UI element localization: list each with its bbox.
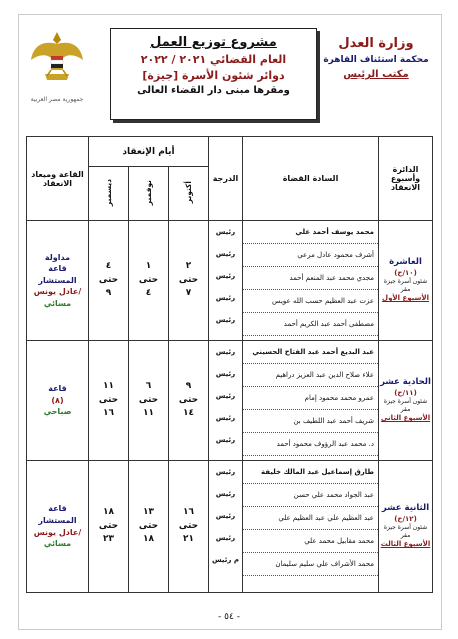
judge-degree: رئيس bbox=[215, 294, 236, 302]
judge-name: محمد مقابيل محمد علي bbox=[243, 530, 378, 553]
header-circuit: الدائرة وأسبوع الانعقاد bbox=[379, 137, 433, 221]
circuit-name: العاشرة bbox=[389, 257, 422, 268]
judge-name: طارق إسماعيل عبد المالك خليفة bbox=[243, 461, 378, 484]
judge-degree: رئيس bbox=[215, 228, 236, 236]
document-title: مشروع توزيع العمل bbox=[150, 35, 277, 50]
judge-degree: رئيس bbox=[215, 348, 236, 356]
judge-name: محمد يوسف أحمد علي bbox=[243, 221, 378, 244]
circuit-cell bbox=[379, 461, 433, 593]
degree-cell bbox=[209, 221, 243, 341]
degree-cell bbox=[209, 461, 243, 593]
days-december: ٤ حتى ٩ bbox=[89, 221, 129, 341]
days-december: ١٨ حتى ٢٣ bbox=[89, 461, 129, 593]
judge-name: أشرف محمود عادل مرعي bbox=[243, 244, 378, 267]
judge-name: د. محمد عبد الرؤوف محمود أحمد bbox=[243, 433, 378, 456]
circuit-name: الحادية عشر bbox=[380, 377, 431, 388]
judges-cell bbox=[243, 341, 379, 461]
table-row bbox=[27, 461, 433, 593]
emblem-caption: جمهورية مصر العربية bbox=[30, 96, 84, 103]
judge-degree: رئيس bbox=[215, 512, 236, 520]
table-row bbox=[27, 341, 433, 461]
judge-degree: رئيس bbox=[215, 490, 236, 498]
judge-degree: رئيس bbox=[215, 370, 236, 378]
circuit-sub: شئون أسرة جيزة bbox=[383, 278, 428, 286]
eagle-emblem bbox=[22, 26, 92, 106]
days-november: ٦ حتى ١١ bbox=[129, 341, 169, 461]
venue-cell: قاعة (٨) صباحي bbox=[27, 341, 89, 461]
judge-name: محمد الأشراف علي سليم سليمان bbox=[243, 553, 378, 576]
judge-degree: رئيس bbox=[215, 316, 236, 324]
ministry-header bbox=[320, 36, 432, 80]
title-box bbox=[110, 28, 317, 120]
judge-name: عبد الجواد محمد علي حسن bbox=[243, 484, 378, 507]
days-november: ١ حتى ٤ bbox=[129, 221, 169, 341]
circuit-cell bbox=[379, 341, 433, 461]
eagle-emblem-icon bbox=[27, 26, 87, 92]
circuit-sub2: مقر bbox=[400, 286, 411, 294]
judge-degree: رئيس bbox=[215, 534, 236, 542]
page-number: - ٥٤ - bbox=[218, 612, 240, 622]
circuit-sub2: مقر bbox=[400, 532, 411, 540]
venue-cell: قاعة المستشار /عادل يونس مسائي bbox=[27, 461, 89, 593]
days-october: ٢ حتى ٧ bbox=[169, 221, 209, 341]
department-name: دوائر شئون الأسرة [جيزة] bbox=[142, 69, 285, 82]
circuit-week: الأسبوع الثالث bbox=[380, 540, 431, 549]
judges-cell bbox=[243, 461, 379, 593]
court-name: محكمة استئناف القاهرة bbox=[323, 55, 429, 65]
circuit-sub: شئون أسرة جيزة bbox=[383, 398, 428, 406]
judge-degree: رئيس bbox=[215, 250, 236, 258]
office-name: مكتب الرئيس bbox=[343, 69, 409, 80]
circuit-week: الأسبوع الأول bbox=[382, 294, 429, 303]
header-degree: الدرجة bbox=[209, 137, 243, 221]
days-december: ١١ حتى ١٦ bbox=[89, 341, 129, 461]
header-days: أيام الإنعقاد bbox=[89, 137, 209, 167]
circuit-week: الأسبوع الثاني bbox=[380, 414, 431, 423]
circuit-name: الثانية عشر bbox=[381, 503, 430, 514]
header-month-december: ديسمبر bbox=[89, 167, 129, 221]
judges-cell bbox=[243, 221, 379, 341]
distribution-table bbox=[26, 136, 433, 593]
circuit-sub: شئون أسرة جيزة bbox=[383, 524, 428, 532]
header-venue: القاعة وميعاد الانعقاد bbox=[27, 137, 89, 221]
circuit-hall: (١١/ح) bbox=[394, 388, 417, 397]
judge-name: عبد العظيم علي عبد العظيم علي bbox=[243, 507, 378, 530]
judge-name: مصطفى أحمد عبد الكريم أحمد bbox=[243, 313, 378, 336]
judge-name: شريف أحمد عبد اللطيف بن bbox=[243, 410, 378, 433]
judge-degree: رئيس bbox=[215, 436, 236, 444]
degree-cell bbox=[209, 341, 243, 461]
days-october: ٩ حتى ١٤ bbox=[169, 341, 209, 461]
judge-degree: رئيس bbox=[215, 468, 236, 476]
header-month-november: نوفمبر bbox=[129, 167, 169, 221]
venue-cell: مداولة قاعة المستشار /عادل يونس مسائي bbox=[27, 221, 89, 341]
judge-name: عبد البديع أحمد عبد الفتاح الحسيني bbox=[243, 341, 378, 364]
days-october: ١٦ حتى ٢١ bbox=[169, 461, 209, 593]
location-line: ومقرها مبنى دار القضاء العالى bbox=[137, 85, 290, 96]
table-row bbox=[27, 221, 433, 341]
judge-degree: رئيس bbox=[215, 392, 236, 400]
circuit-hall: (١٠/ح) bbox=[394, 268, 417, 277]
circuit-hall: (١٢/ح) bbox=[394, 514, 417, 523]
judge-name: علاء صلاح الدين عبد العزيز دراهيم bbox=[243, 364, 378, 387]
header-month-october: أكتوبر bbox=[169, 167, 209, 221]
judge-degree: رئيس bbox=[215, 414, 236, 422]
days-november: ١٣ حتى ١٨ bbox=[129, 461, 169, 593]
judge-name: مجدي محمد عبد المنعم أحمد bbox=[243, 267, 378, 290]
judge-name: عمرو محمد محمود إمام bbox=[243, 387, 378, 410]
judicial-year: العام القضائي ٢٠٢١ / ٢٠٢٢ bbox=[140, 53, 287, 66]
judge-degree: رئيس bbox=[215, 272, 236, 280]
header-judges: السادة القضاة bbox=[243, 137, 379, 221]
ministry-name: وزارة العدل bbox=[338, 36, 414, 51]
judge-degree: م رئيس bbox=[212, 556, 239, 564]
judge-name: عزت عبد العظيم حسب الله عويس bbox=[243, 290, 378, 313]
circuit-cell bbox=[379, 221, 433, 341]
circuit-sub2: مقر bbox=[400, 406, 411, 414]
